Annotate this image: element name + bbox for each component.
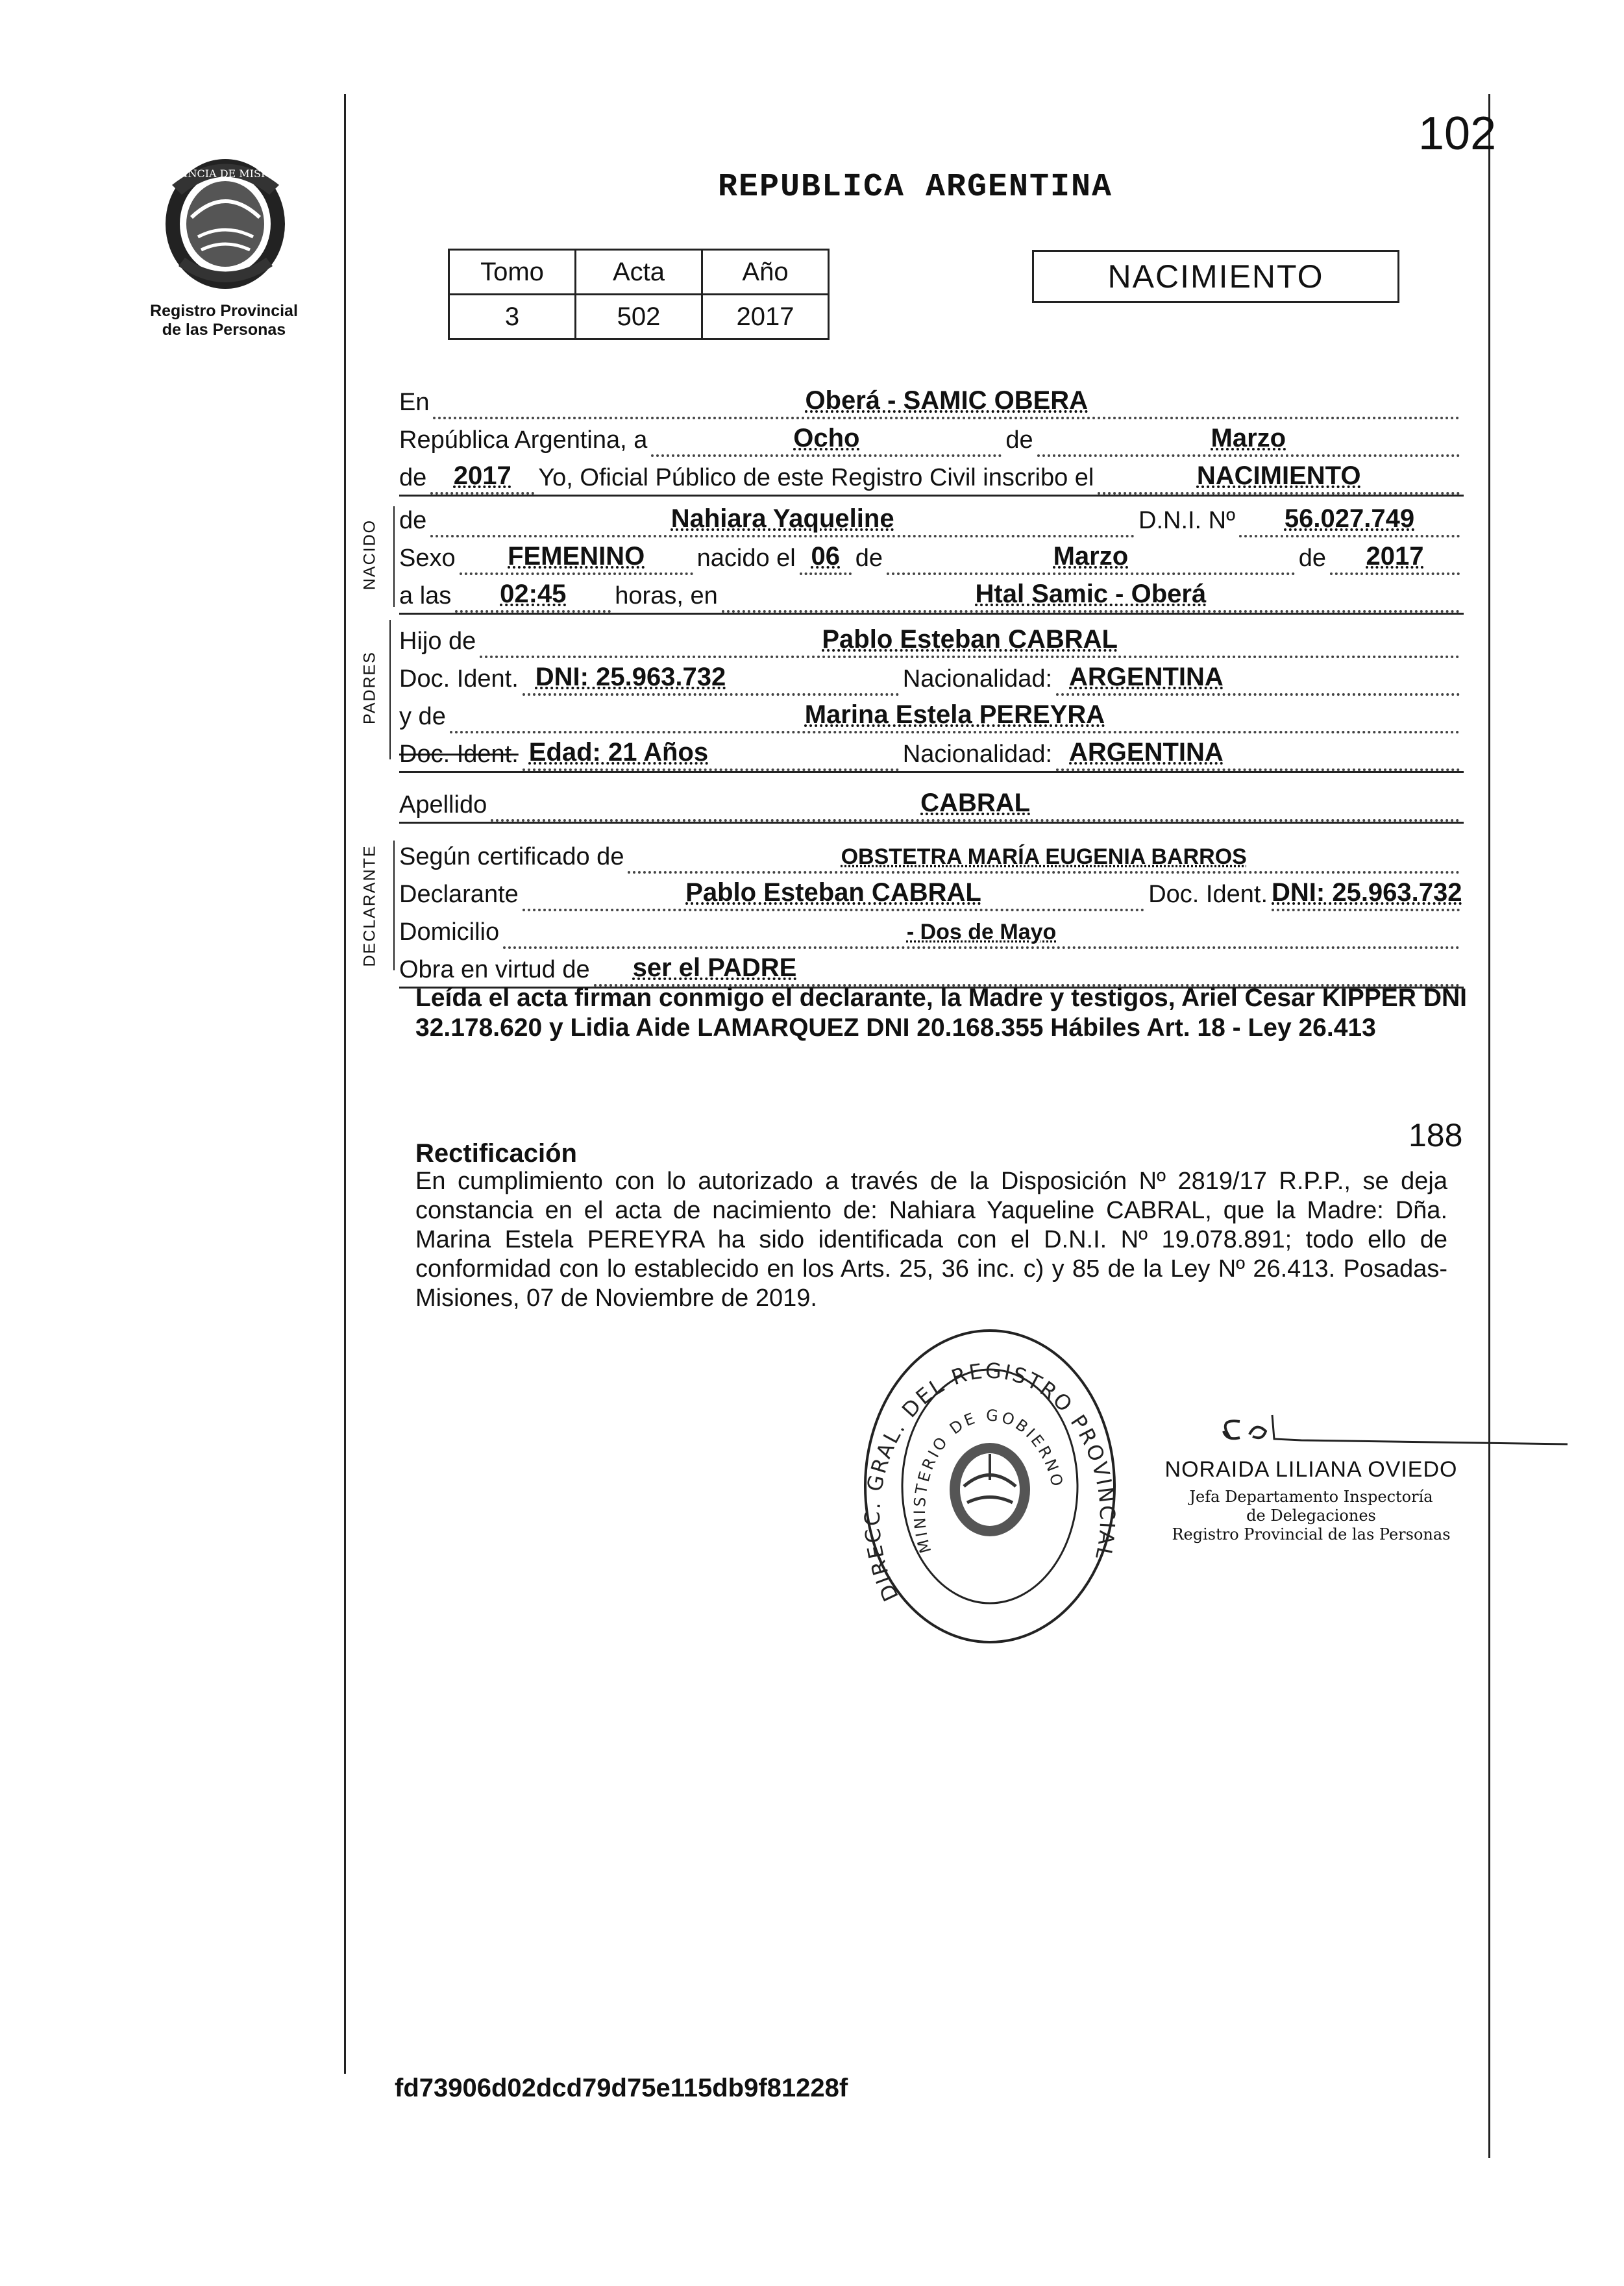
document-hash: fd73906d02dcd79d75e115db9f81228f <box>395 2074 848 2102</box>
svg-text:PROVINCIA DE MISIONES: PROVINCIA DE MISIONES <box>153 167 298 180</box>
padre-nac-value: ARGENTINA <box>1069 663 1224 691</box>
madre-nac-value: ARGENTINA <box>1069 738 1224 767</box>
signatory-title-line2: de Delegaciones <box>1246 1506 1376 1525</box>
declarante-label: Declarante <box>399 881 519 908</box>
act-table-header-acta: Acta <box>576 250 702 295</box>
de-label: de <box>1005 426 1033 454</box>
nombre-field <box>430 501 1135 537</box>
dni-value: 56.027.749 <box>1284 504 1415 533</box>
nacido-label: nacido el <box>696 545 796 572</box>
signatory-title-line3: Registro Provincial de las Personas <box>1172 1525 1451 1543</box>
hora-value: 02:45 <box>500 580 567 608</box>
mes-value: Marzo <box>1211 424 1286 452</box>
sexo-value: FEMENINO <box>508 542 645 571</box>
apellido-label: Apellido <box>399 791 487 818</box>
declarante-field <box>523 875 1144 911</box>
anio-value: 2017 <box>453 461 511 490</box>
sexo-label: Sexo <box>399 545 456 572</box>
row-apellido <box>399 785 1464 824</box>
nac-anio-value: 2017 <box>1366 542 1424 571</box>
dia-value: Ocho <box>793 424 860 452</box>
left-margin-line <box>344 94 346 2074</box>
en-value: Oberá - SAMIC OBERA <box>805 386 1089 415</box>
nac-mes-value: Marzo <box>1053 542 1129 571</box>
padre-nac-field <box>1056 659 1460 696</box>
rectificacion-body: En cumplimiento con lo autorizado a través de la Disposición Nº 2819/17 R.P.P., se deja constancia en el acta de nacimiento de: Nahiara Yaqueline CABRAL, que la Madre: Dña. Marina Estela PEREYRA ha sido identificada con el D.N.I. Nº 19.078.891; todo ello de conformidad con lo establecido en los Arts. 25, 36 inc. c) y 85 de la Ley Nº 26.413. Posadas- Misiones, 07 de Noviembre de 2019. <box>415 1168 1447 1312</box>
inscribe-field <box>1098 458 1460 495</box>
padre-value: Pablo Esteban CABRAL <box>822 625 1118 654</box>
inscribe-value: NACIMIENTO <box>1196 461 1361 490</box>
logo-caption-line2: de las Personas <box>162 321 286 339</box>
signatory-title <box>1149 1488 1473 1544</box>
side-label-padres: PADRES <box>360 651 379 724</box>
dni-label: D.N.I. Nº <box>1138 507 1235 534</box>
page-title: REPUBLICA ARGENTINA <box>717 169 1113 206</box>
row-hora-lugar <box>399 576 1464 615</box>
hijo-label: Hijo de <box>399 628 476 655</box>
en-field <box>433 383 1460 419</box>
padres-bracket <box>389 620 391 759</box>
stamp-inner-text: MINISTERIO DE GOBIERNO <box>910 1406 1067 1555</box>
madre-value: Marina Estela PEREYRA <box>804 700 1105 729</box>
row-padre-doc <box>399 659 1464 696</box>
decl-doc-label: Doc. Ident. <box>1148 881 1268 908</box>
madre-doc-value: Edad: 21 Años <box>528 738 709 767</box>
apellido-field <box>491 785 1460 822</box>
horas-label: horas, en <box>615 582 718 609</box>
dia-field <box>651 421 1002 457</box>
padre-doc-label: Doc. Ident. <box>399 665 519 693</box>
signatory-name: NORAIDA LILIANA OVIEDO <box>1164 1457 1458 1482</box>
cert-label: Según certificado de <box>399 843 624 870</box>
obra-value: ser el PADRE <box>632 953 797 982</box>
yo-label: Yo, Oficial Público de este Registro Civil inscribo el <box>538 464 1094 491</box>
domicilio-label: Domicilio <box>399 918 500 946</box>
padre-field <box>480 622 1460 658</box>
obra-field <box>594 950 1460 987</box>
decl-doc-value: DNI: 25.963.732 <box>1272 878 1462 907</box>
de3-label: de <box>855 545 883 572</box>
en-label: En <box>399 389 430 416</box>
hora-field <box>455 576 611 613</box>
stamp-outer-text: DIRECC. GRAL. DEL REGISTRO PROVINCIAL <box>860 1358 1120 1605</box>
act-table-value-anio: 2017 <box>702 295 829 339</box>
rectificacion-title: Rectificación <box>415 1139 577 1168</box>
nombre-label: de <box>399 507 427 534</box>
obra-label: Obra en virtud de <box>399 956 590 983</box>
madre-doc-field <box>523 735 899 771</box>
row-anio-inscribe <box>399 458 1464 497</box>
row-nombre <box>399 501 1464 537</box>
cert-field <box>628 837 1460 874</box>
lugar-value: Htal Samic - Oberá <box>975 580 1207 608</box>
mes-field <box>1037 421 1460 457</box>
row-padre <box>399 622 1464 658</box>
side-label-declarante: DECLARANTE <box>360 844 379 967</box>
logo-caption <box>127 302 321 339</box>
de4-label: de <box>1298 545 1326 572</box>
nac-dia-value: 06 <box>811 542 840 571</box>
row-en <box>399 383 1464 419</box>
row-madre-doc <box>399 735 1464 773</box>
domicilio-field <box>503 913 1460 949</box>
domicilio-value: - Dos de Mayo <box>906 920 1057 944</box>
nac-anio-field <box>1330 539 1460 575</box>
nac-mes-field <box>887 539 1295 575</box>
sexo-field <box>460 539 693 575</box>
firma-paragraph: Leída el acta firman conmigo el declarante, la Madre y testigos, Ariel Cesar KIPPER DNI 32.178.620 y Lidia Aide LAMARQUEZ DNI 20.168.355 Hábiles Art. 18 - Ley 26.413 <box>415 984 1467 1042</box>
declarante-bracket <box>393 841 395 970</box>
official-stamp-icon <box>860 1324 1120 1649</box>
madre-nac-label: Nacionalidad: <box>902 741 1053 768</box>
declarante-value: Pablo Esteban CABRAL <box>685 878 981 907</box>
side-label-nacido: NACIDO <box>360 519 379 591</box>
row-domicilio <box>399 913 1464 949</box>
madre-doc-label: Doc. Ident. <box>399 741 519 768</box>
apellido-value: CABRAL <box>920 789 1031 817</box>
logo-caption-line1: Registro Provincial <box>150 302 298 320</box>
handwritten-signature-icon <box>1204 1412 1568 1457</box>
act-table <box>448 249 830 340</box>
nac-dia-field <box>800 539 852 575</box>
act-table-header-tomo: Tomo <box>449 250 576 295</box>
madre-nac-field <box>1056 735 1460 771</box>
dni-field <box>1239 501 1460 537</box>
de2-label: de <box>399 464 427 491</box>
yde-label: y de <box>399 703 446 730</box>
padre-nac-label: Nacionalidad: <box>902 665 1053 693</box>
act-table-value-acta: 502 <box>576 295 702 339</box>
decl-doc-field <box>1272 875 1460 911</box>
provincia-de-misiones-seal <box>153 146 299 299</box>
row-sexo <box>399 539 1464 575</box>
act-table-header-anio: Año <box>702 250 829 295</box>
page-number: 102 <box>1418 108 1497 160</box>
nombre-value: Nahiara Yaqueline <box>671 504 894 533</box>
row-fecha-inscripcion <box>399 421 1464 457</box>
row-declarante <box>399 875 1464 911</box>
hora-label: a las <box>399 582 452 609</box>
nacido-bracket <box>393 506 395 607</box>
act-type-box: NACIMIENTO <box>1032 250 1399 303</box>
rectificacion-number: 188 <box>1409 1117 1463 1153</box>
padre-doc-value: DNI: 25.963.732 <box>535 663 726 691</box>
row-certificado <box>399 837 1464 874</box>
signatory-title-line1: Jefa Departamento Inspectoría <box>1189 1488 1433 1506</box>
right-margin-line <box>1488 94 1490 2158</box>
republica-label: República Argentina, a <box>399 426 648 454</box>
madre-field <box>450 697 1460 733</box>
lugar-field <box>722 576 1460 613</box>
act-table-value-tomo: 3 <box>449 295 576 339</box>
anio-field <box>430 458 534 495</box>
padre-doc-field <box>523 659 899 696</box>
row-madre <box>399 697 1464 733</box>
cert-value: OBSTETRA MARÍA EUGENIA BARROS <box>841 844 1247 869</box>
